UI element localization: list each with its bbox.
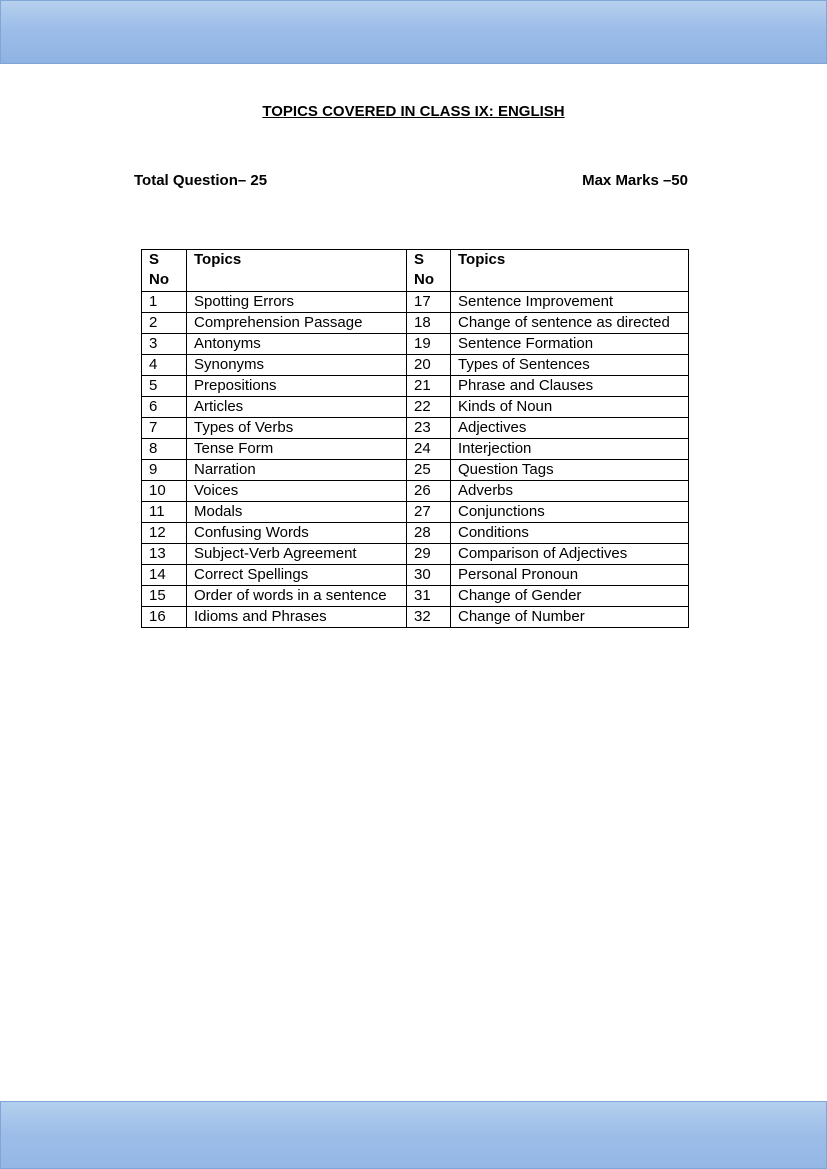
serial-number-cell: 29: [407, 544, 451, 565]
table-row: [142, 586, 689, 607]
serial-number-cell: 21: [407, 376, 451, 397]
serial-number-cell: 24: [407, 439, 451, 460]
topic-cell: Sentence Improvement: [451, 292, 689, 313]
table-row: [142, 292, 689, 313]
topic-cell: Comprehension Passage: [187, 313, 407, 334]
table-row: [142, 313, 689, 334]
serial-number-cell: 12: [142, 523, 187, 544]
serial-number-cell: 26: [407, 481, 451, 502]
serial-number-cell: 16: [142, 607, 187, 628]
serial-number-cell: 25: [407, 460, 451, 481]
table-row: [142, 565, 689, 586]
serial-number-cell: 8: [142, 439, 187, 460]
serial-number-cell: 10: [142, 481, 187, 502]
serial-number-cell: 9: [142, 460, 187, 481]
topic-cell: Conditions: [451, 523, 689, 544]
topic-cell: Change of Number: [451, 607, 689, 628]
topic-cell: Interjection: [451, 439, 689, 460]
serial-number-cell: 14: [142, 565, 187, 586]
table-row: [142, 481, 689, 502]
header-band: [0, 0, 827, 64]
topics-table: [141, 249, 689, 628]
table-body: [142, 292, 689, 628]
serial-number-cell: 23: [407, 418, 451, 439]
total-question: Total Question– 25: [134, 172, 268, 189]
header-topics-left: Topics: [187, 250, 407, 292]
topic-cell: Idioms and Phrases: [187, 607, 407, 628]
topic-cell: Sentence Formation: [451, 334, 689, 355]
header-topics-right: Topics: [451, 250, 689, 292]
serial-number-cell: 31: [407, 586, 451, 607]
header-sno-s: S: [149, 251, 160, 268]
table-row: [142, 439, 689, 460]
topic-cell: Synonyms: [187, 355, 407, 376]
table-row: [142, 502, 689, 523]
topic-cell: Correct Spellings: [187, 565, 407, 586]
table-row: [142, 397, 689, 418]
topic-cell: Narration: [187, 460, 407, 481]
topic-cell: Change of sentence as directed: [451, 313, 689, 334]
serial-number-cell: 20: [407, 355, 451, 376]
header-sno-no: No: [414, 271, 434, 288]
topic-cell: Order of words in a sentence: [187, 586, 407, 607]
table-row: [142, 376, 689, 397]
header-sno-right: [407, 250, 451, 292]
serial-number-cell: 19: [407, 334, 451, 355]
serial-number-cell: 13: [142, 544, 187, 565]
topic-cell: Articles: [187, 397, 407, 418]
serial-number-cell: 6: [142, 397, 187, 418]
header-sno-no: No: [149, 271, 169, 288]
serial-number-cell: 4: [142, 355, 187, 376]
topic-cell: Types of Verbs: [187, 418, 407, 439]
table-row: [142, 418, 689, 439]
table-row: [142, 355, 689, 376]
serial-number-cell: 17: [407, 292, 451, 313]
topic-cell: Voices: [187, 481, 407, 502]
topic-cell: Change of Gender: [451, 586, 689, 607]
topic-cell: Spotting Errors: [187, 292, 407, 313]
topic-cell: Conjunctions: [451, 502, 689, 523]
serial-number-cell: 32: [407, 607, 451, 628]
table-row: [142, 607, 689, 628]
serial-number-cell: 18: [407, 313, 451, 334]
table-row: [142, 460, 689, 481]
topic-cell: Personal Pronoun: [451, 565, 689, 586]
serial-number-cell: 11: [142, 502, 187, 523]
serial-number-cell: 7: [142, 418, 187, 439]
topic-cell: Adverbs: [451, 481, 689, 502]
table-row: [142, 544, 689, 565]
topic-cell: Tense Form: [187, 439, 407, 460]
page-title: TOPICS COVERED IN CLASS IX: ENGLISH: [262, 103, 565, 120]
serial-number-cell: 5: [142, 376, 187, 397]
table-header-row: [142, 250, 689, 292]
table-row: [142, 523, 689, 544]
serial-number-cell: 3: [142, 334, 187, 355]
topic-cell: Confusing Words: [187, 523, 407, 544]
topic-cell: Comparison of Adjectives: [451, 544, 689, 565]
topic-cell: Types of Sentences: [451, 355, 689, 376]
table-row: [142, 334, 689, 355]
serial-number-cell: 30: [407, 565, 451, 586]
footer-band: [0, 1101, 827, 1169]
serial-number-cell: 28: [407, 523, 451, 544]
topic-cell: Subject-Verb Agreement: [187, 544, 407, 565]
serial-number-cell: 27: [407, 502, 451, 523]
topic-cell: Modals: [187, 502, 407, 523]
serial-number-cell: 2: [142, 313, 187, 334]
serial-number-cell: 15: [142, 586, 187, 607]
topic-cell: Prepositions: [187, 376, 407, 397]
topic-cell: Phrase and Clauses: [451, 376, 689, 397]
max-marks: Max Marks –50: [582, 172, 688, 189]
serial-number-cell: 1: [142, 292, 187, 313]
topic-cell: Kinds of Noun: [451, 397, 689, 418]
topic-cell: Question Tags: [451, 460, 689, 481]
header-sno-left: [142, 250, 187, 292]
serial-number-cell: 22: [407, 397, 451, 418]
topic-cell: Adjectives: [451, 418, 689, 439]
header-sno-s: S: [414, 251, 425, 268]
topic-cell: Antonyms: [187, 334, 407, 355]
